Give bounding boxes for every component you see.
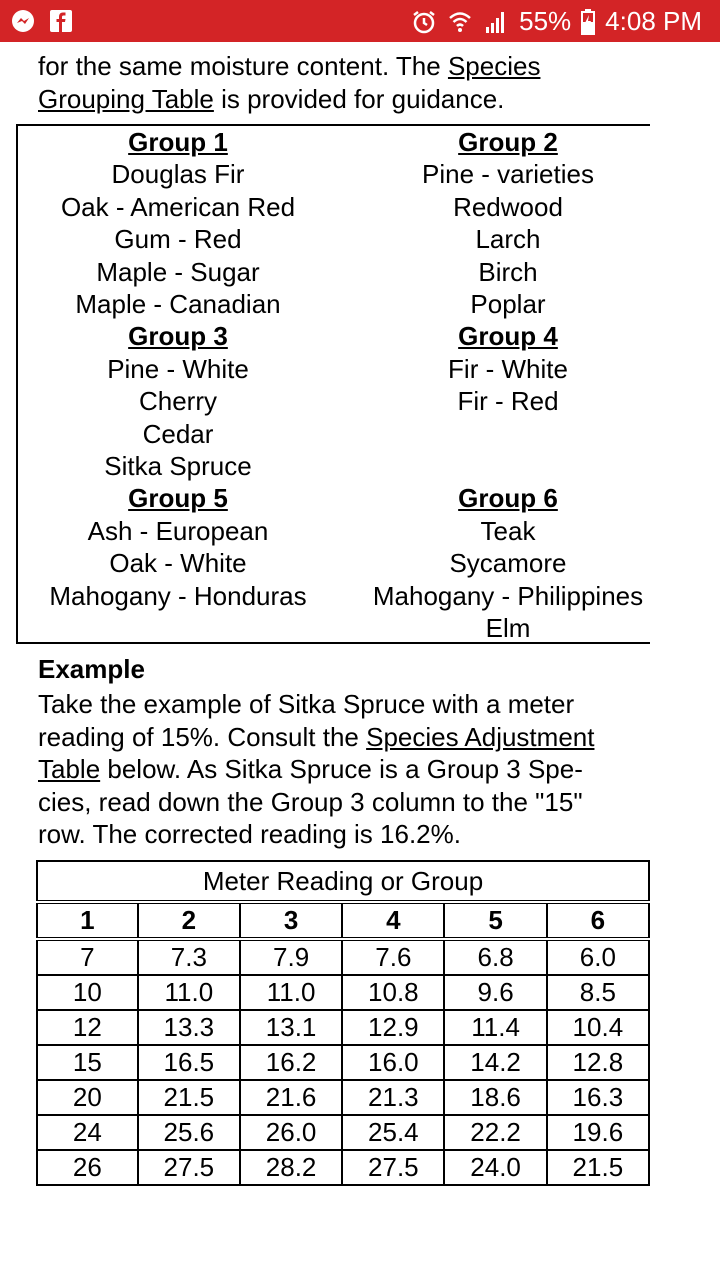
column-header: 6	[547, 902, 649, 939]
groups-right-column	[348, 126, 650, 645]
table-cell: 6.8	[444, 939, 546, 975]
group-block	[348, 126, 650, 320]
species-item: Maple - Sugar	[96, 256, 260, 287]
example-line: Take the example of Sitka Spruce with a meter	[38, 689, 575, 719]
table-cell: 14.2	[444, 1045, 546, 1080]
table-cell: 12	[37, 1010, 138, 1045]
species-item	[18, 612, 338, 644]
species-item	[348, 418, 650, 450]
table-header-row	[37, 902, 649, 939]
battery-icon	[581, 9, 595, 35]
species-item: Douglas Fir	[111, 159, 245, 190]
table-cell: 12.9	[342, 1010, 444, 1045]
example-line: cies, read down the Group 3 column to the "15"	[38, 786, 583, 817]
table-cell: 13.3	[138, 1010, 240, 1045]
table-caption: Meter Reading or Group	[37, 861, 649, 902]
table-cell: 26	[37, 1150, 138, 1185]
table-cell: 9.6	[444, 975, 546, 1010]
table-cell: 6.0	[547, 939, 649, 975]
table-cell: 7.6	[342, 939, 444, 975]
species-item: Larch	[475, 224, 541, 255]
species-item: Oak - American Red	[60, 191, 296, 222]
species-adjustment-link[interactable]: Species Adjustment	[366, 721, 595, 752]
battery-percent: 55%	[519, 6, 572, 36]
example-line: below. As Sitka Spruce is a Group 3 Spe-	[100, 754, 583, 784]
table-cell: 10.4	[547, 1010, 649, 1045]
table-cell: 11.0	[240, 975, 342, 1010]
species-item: Sitka Spruce	[104, 451, 252, 482]
column-header: 2	[138, 902, 240, 939]
group-title: Group 2	[458, 127, 558, 157]
table-cell: 21.6	[240, 1080, 342, 1115]
group-title: Group 5	[128, 483, 228, 514]
species-item: Cherry	[138, 386, 217, 417]
table-cell: 13.1	[240, 1010, 342, 1045]
table-cell: 7.3	[138, 939, 240, 975]
table-cell: 10	[37, 975, 138, 1010]
intro-text: is provided for guidance.	[213, 83, 505, 114]
alarm-icon	[411, 9, 437, 35]
table-cell: 24	[37, 1115, 138, 1150]
species-item	[348, 450, 650, 482]
species-item: Fir - White	[448, 353, 568, 384]
table-cell: 12.8	[547, 1045, 649, 1080]
table-cell: 7.9	[240, 939, 342, 975]
table-cell: 16.0	[342, 1045, 444, 1080]
table-cell: 22.2	[444, 1115, 546, 1150]
clock-time: 4:08 PM	[605, 6, 702, 36]
group-block	[18, 126, 338, 320]
species-item: Sycamore	[449, 548, 567, 579]
species-item: Mahogany - Philippines	[372, 580, 644, 611]
groups-left-column	[18, 126, 338, 645]
column-header: 4	[342, 902, 444, 939]
example-line: reading of 15%. Consult the	[38, 721, 367, 752]
species-item: Birch	[478, 256, 538, 287]
table-cell: 21.5	[547, 1150, 649, 1185]
example-heading: Example	[38, 654, 145, 684]
species-item: Poplar	[470, 289, 546, 320]
table-row	[37, 1045, 649, 1080]
table-cell: 21.3	[342, 1080, 444, 1115]
table-cell: 16.2	[240, 1045, 342, 1080]
table-cell: 27.5	[138, 1150, 240, 1185]
group-block	[18, 482, 338, 644]
group-block	[18, 320, 338, 482]
group-title: Group 3	[128, 321, 228, 352]
species-item: Elm	[485, 613, 531, 644]
table-row	[37, 975, 649, 1010]
table-cell: 19.6	[547, 1115, 649, 1150]
group-title: Group 6	[458, 483, 558, 514]
table-cell: 11.0	[138, 975, 240, 1010]
table-cell: 27.5	[342, 1150, 444, 1185]
table-cell: 16.5	[138, 1045, 240, 1080]
table-row	[37, 1080, 649, 1115]
species-grouping-table-link[interactable]: Grouping Table	[38, 83, 214, 114]
species-item: Pine - White	[107, 353, 249, 384]
table-cell: 25.4	[342, 1115, 444, 1150]
messenger-icon	[10, 8, 36, 34]
table-cell: 28.2	[240, 1150, 342, 1185]
example-paragraph	[38, 688, 650, 851]
species-item: Oak - White	[109, 548, 247, 579]
table-cell: 8.5	[547, 975, 649, 1010]
table-cell: 7	[37, 939, 138, 975]
table-link[interactable]: Table	[38, 754, 101, 784]
species-item: Ash - European	[87, 515, 269, 546]
column-header: 5	[444, 902, 546, 939]
column-header: 3	[240, 902, 342, 939]
table-row	[37, 939, 649, 975]
table-cell: 25.6	[138, 1115, 240, 1150]
table-cell: 10.8	[342, 975, 444, 1010]
table-row	[37, 1115, 649, 1150]
table-row	[37, 1010, 649, 1045]
table-cell: 16.3	[547, 1080, 649, 1115]
group-title: Group 4	[458, 321, 558, 352]
group-block	[348, 320, 650, 482]
species-item: Fir - Red	[457, 386, 559, 417]
column-header: 1	[37, 902, 138, 939]
species-item: Pine - varieties	[422, 159, 594, 190]
facebook-icon	[48, 8, 74, 34]
signal-icon	[483, 9, 509, 35]
group-block	[348, 482, 650, 644]
table-cell: 20	[37, 1080, 138, 1115]
table-cell: 21.5	[138, 1080, 240, 1115]
species-item: Gum - Red	[114, 224, 242, 255]
table-cell: 15	[37, 1045, 138, 1080]
species-adjustment-table	[36, 860, 650, 1186]
species-grouping-table	[16, 124, 650, 644]
group-title: Group 1	[128, 127, 228, 157]
species-item: Mahogany - Honduras	[49, 580, 307, 611]
table-row	[37, 1150, 649, 1185]
document-page[interactable]	[0, 42, 650, 1280]
species-item: Redwood	[453, 191, 563, 222]
intro-text: for the same moisture content. The	[38, 51, 448, 81]
wifi-icon	[447, 9, 473, 35]
species-item: Maple - Canadian	[75, 289, 281, 320]
table-cell: 11.4	[444, 1010, 546, 1045]
table-cell: 24.0	[444, 1150, 546, 1185]
species-link[interactable]: Species	[447, 51, 541, 81]
status-bar	[0, 0, 720, 42]
table-cell: 26.0	[240, 1115, 342, 1150]
intro-paragraph	[38, 50, 650, 115]
example-line: row. The corrected reading is 16.2%.	[38, 819, 461, 849]
species-item: Cedar	[142, 418, 214, 449]
species-item: Teak	[480, 515, 536, 546]
table-cell: 18.6	[444, 1080, 546, 1115]
